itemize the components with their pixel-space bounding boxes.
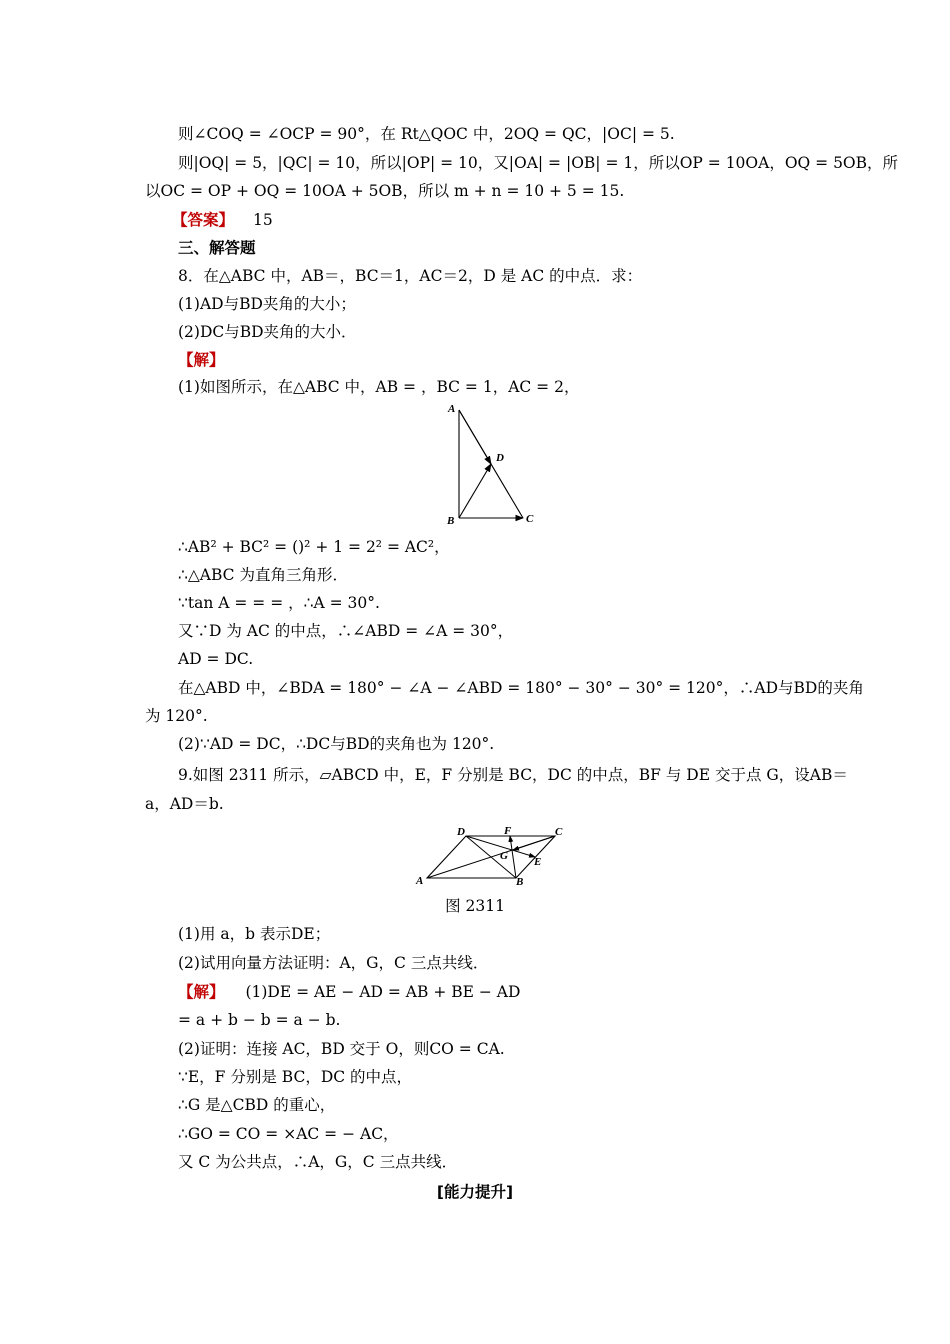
- label-f: F: [504, 825, 512, 837]
- text-line: 在△ABD 中，∠BDA = 180° − ∠A − ∠ABD = 180° − 30° − 30° = 120°，∴AD与BD的夹角: [178, 679, 864, 697]
- text-line: 以OC = OP + OQ = 10OA + 5OB，所以 m + n = 10 + 5 = 15.: [145, 182, 625, 200]
- answer-value: 15: [252, 211, 273, 229]
- vector-bd: [459, 464, 491, 518]
- text-line: ∴G 是△CBD 的重心，: [178, 1096, 336, 1114]
- label-c: C: [555, 826, 563, 838]
- label-d: D: [457, 826, 465, 838]
- text-line: 又 C 为公共点，∴A，G，C 三点共线．: [178, 1153, 458, 1171]
- figure-caption: 图 2311: [445, 897, 505, 915]
- triangle-figure: [440, 398, 550, 528]
- section-heading: 三、解答题: [178, 239, 256, 257]
- solution-label: 【解】: [178, 983, 225, 1001]
- answer-label: 【答案】: [172, 211, 235, 229]
- answer-line: [172, 210, 273, 230]
- solution-line: [178, 982, 520, 1002]
- text-line: a，AD＝b.: [145, 795, 224, 813]
- text-line: 则∠COQ = ∠OCP = 90°，在 Rt△QOC 中，2OQ = QC，|OC| = 5.: [178, 125, 675, 143]
- label-a: A: [448, 403, 456, 415]
- text-line: ∴△ABC 为直角三角形．: [178, 566, 348, 584]
- label-c: C: [526, 513, 534, 525]
- label-d: D: [496, 452, 504, 464]
- text-line: (2)试用向量方法证明：A，G，C 三点共线．: [178, 954, 489, 972]
- problem-9: 9.如图 2311 所示，▱ABCD 中，E，F 分别是 BC，DC 的中点，BF 与 DE 交于点 G，设AB＝: [178, 766, 848, 784]
- text-line: (1)AD与BD夹角的大小；: [178, 295, 356, 313]
- text-line: = a + b − b = a − b.: [178, 1011, 341, 1029]
- text-line: (2)∵AD = DC，∴DC与BD的夹角也为 120°.: [178, 735, 495, 753]
- text-line: (1)用 a，b 表示DE；: [178, 925, 331, 943]
- text-line: 则|OQ| = 5，|QC| = 10，所以|OP| = 10，又|OA| = |OB| = 1，所以OP = 10OA，OQ = 5OB，所: [178, 154, 899, 172]
- text-line: (2)证明：连接 AC，BD 交于 O，则CO = CA.: [178, 1040, 505, 1058]
- label-e: E: [534, 856, 542, 868]
- text-line: ∴GO = CO = ×AC = − AC，: [178, 1125, 399, 1143]
- label-b: B: [447, 515, 455, 527]
- text-line: (2)DC与BD夹角的大小．: [178, 323, 357, 341]
- text-line: AD = DC.: [178, 650, 254, 668]
- vector-bf: [510, 836, 516, 878]
- vector-ad: [459, 410, 491, 464]
- label-b: B: [516, 876, 524, 888]
- text-line: ∵E，F 分别是 BC，DC 的中点，: [178, 1068, 413, 1086]
- text-line: ∵tan A = = = ，∴A = 30°.: [178, 594, 380, 612]
- text-line: (1)如图所示，在△ABC 中，AB = ，BC = 1，AC = 2，: [178, 378, 580, 396]
- label-g: G: [500, 850, 508, 862]
- diagonal-bd: [466, 836, 516, 878]
- solution-text: (1)DE = AE − AD = AB + BE − AD: [245, 983, 521, 1001]
- text-line: 为 120°.: [145, 707, 208, 725]
- parallelogram-figure: [415, 822, 575, 888]
- label-a: A: [416, 875, 424, 887]
- problem-8: 8．在△ABC 中，AB＝，BC＝1，AC＝2，D 是 AC 的中点．求：: [178, 267, 643, 285]
- section-footer: [能力提升]: [436, 1183, 514, 1201]
- text-line: 又∵D 为 AC 的中点，∴∠ABD = ∠A = 30°，: [178, 622, 514, 640]
- solution-label: 【解】: [178, 351, 225, 369]
- text-line: ∴AB² + BC² = ()² + 1 = 2² = AC²，: [178, 538, 450, 556]
